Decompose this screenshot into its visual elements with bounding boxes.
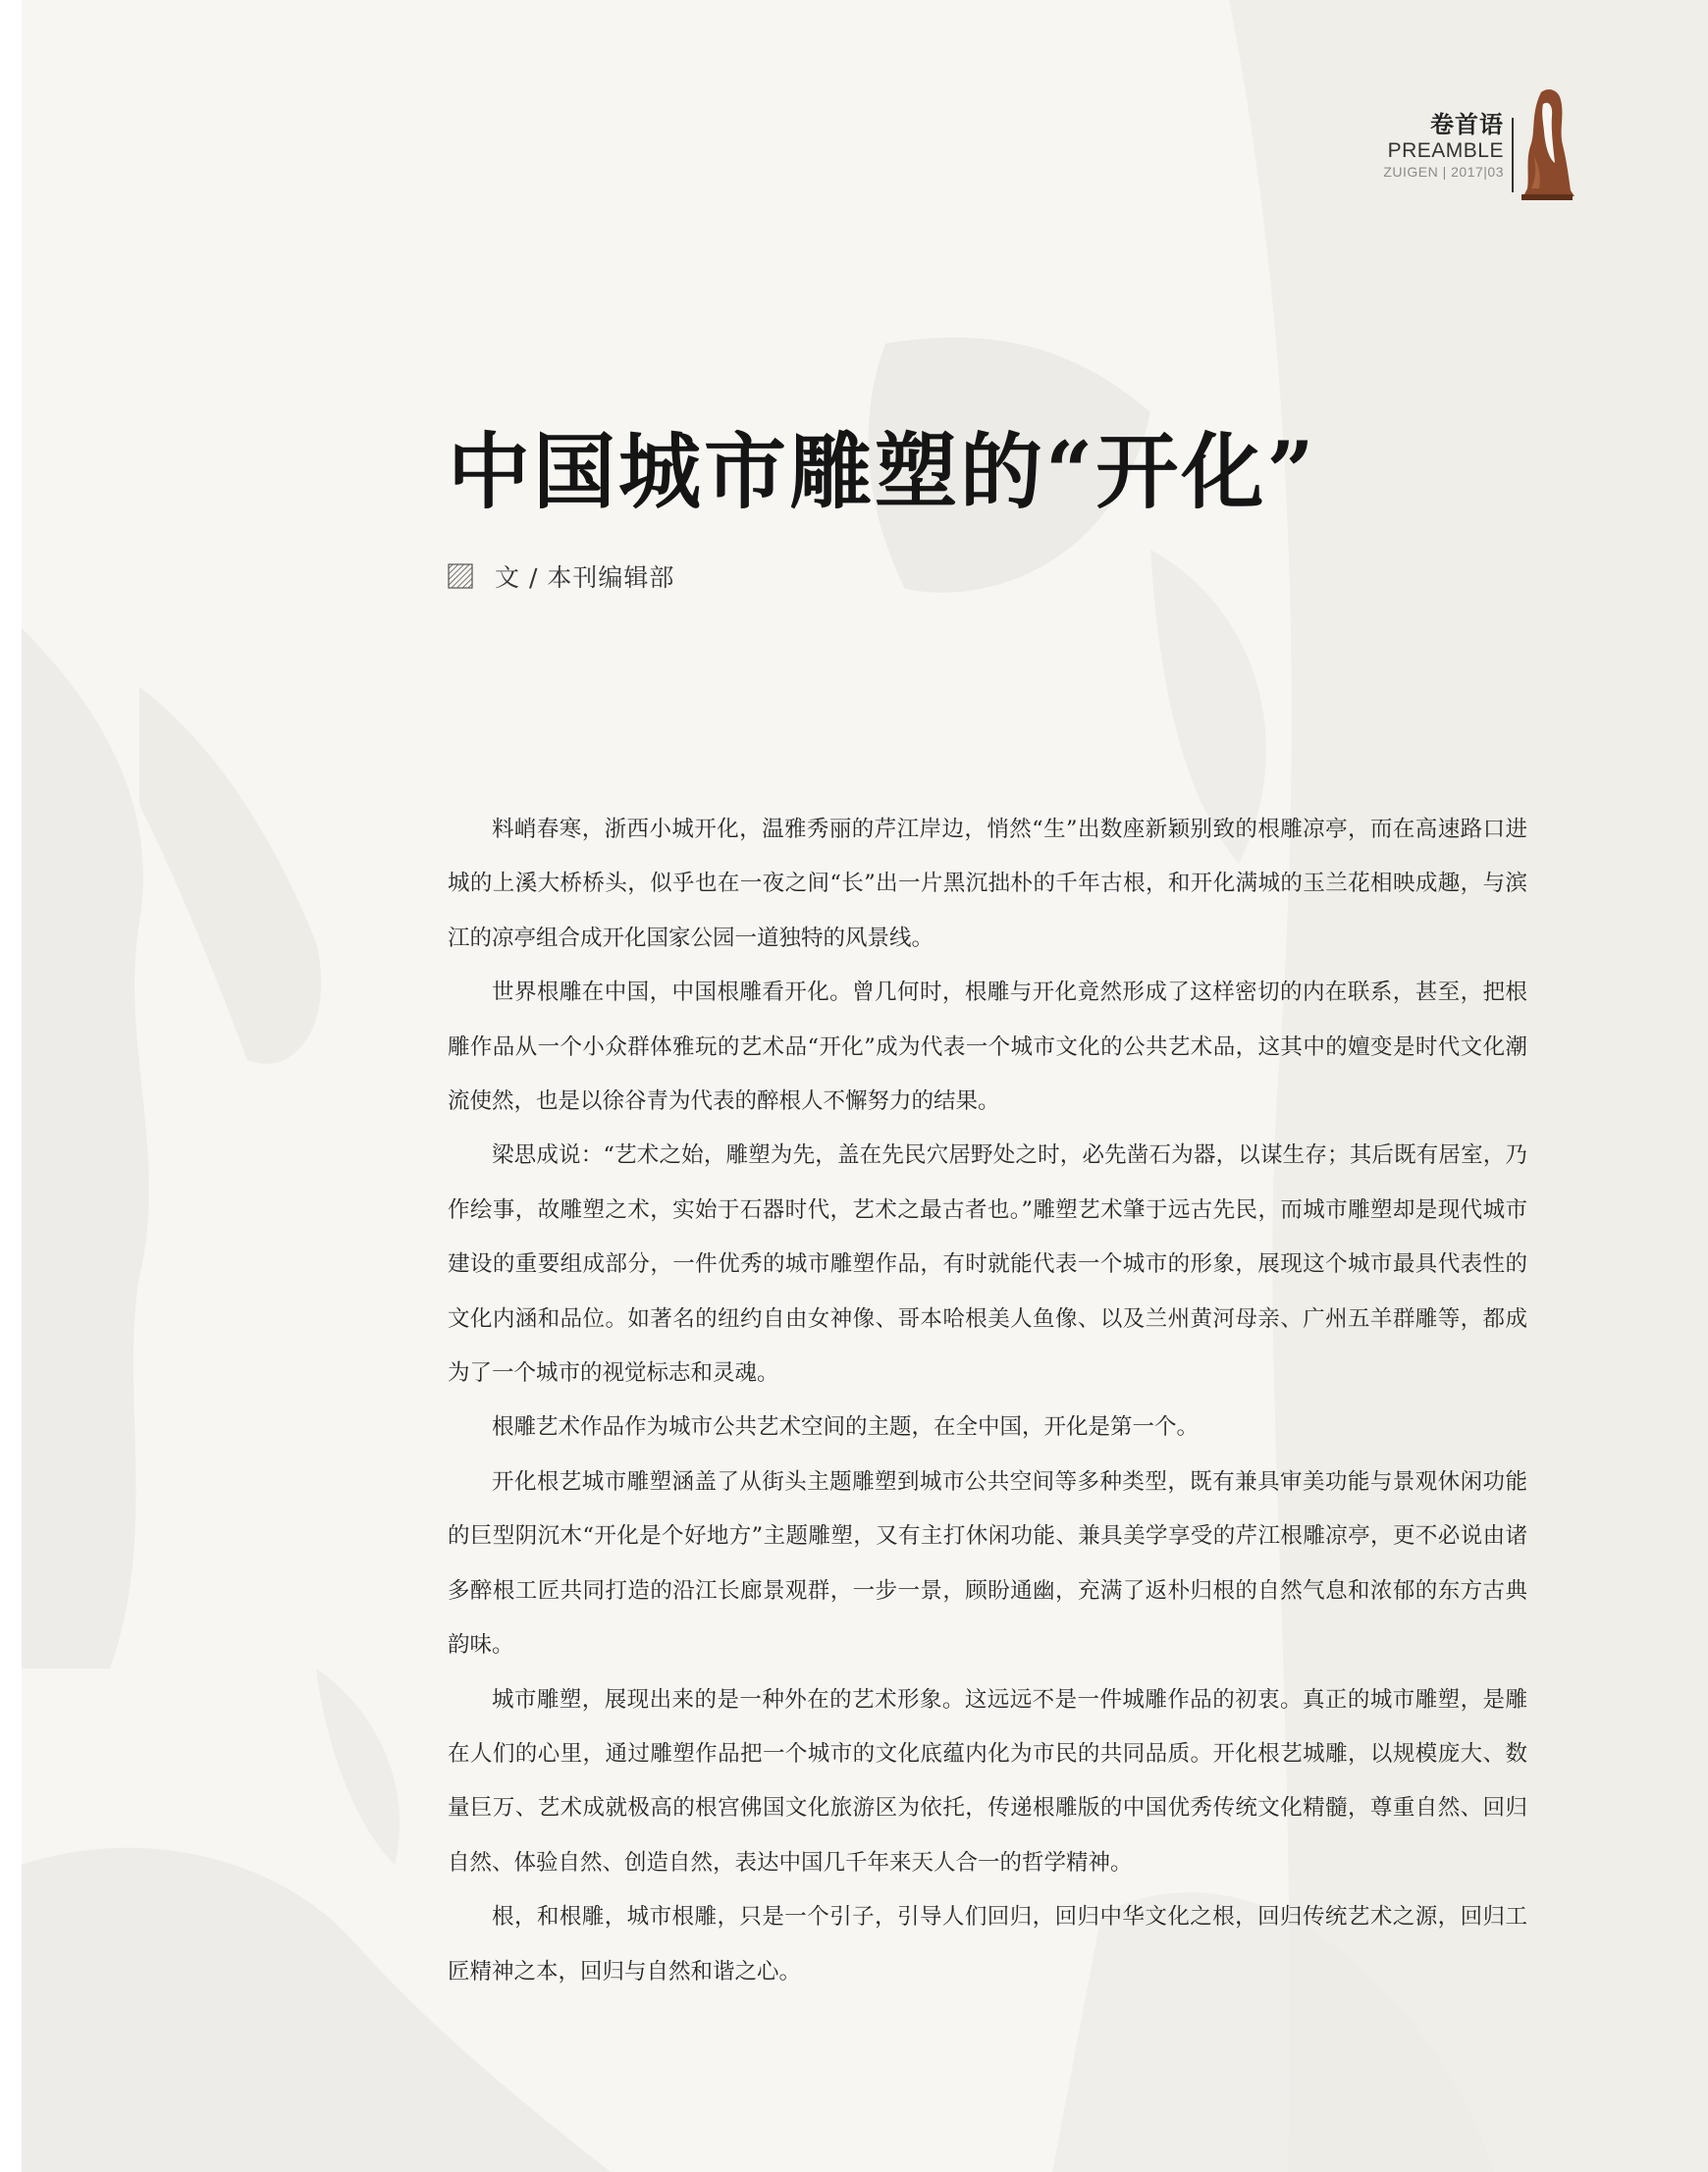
article-body: [448, 803, 1527, 1999]
section-title-english: PREAMBLE: [1387, 139, 1504, 162]
section-title-chinese: 卷首语: [1430, 111, 1504, 138]
section-label-group: [1383, 110, 1504, 181]
hatched-square-icon: [448, 563, 473, 589]
byline-text: 文 / 本刊编辑部: [495, 563, 675, 592]
paragraph: 世界根雕在中国，中国根雕看开化。曾几何时，根雕与开化竟然形成了这样密切的内在联系，甚至，把根雕作品从一个小众群体雅玩的艺术品“开化”成为代表一个城市文化的公共艺术品，这其中的嬗变是时代文化潮流使然，也是以徐谷青为代表的醉根人不懈努力的结果。: [448, 980, 1527, 1115]
paragraph: 根雕艺术作品作为城市公共艺术空间的主题，在全中国，开化是第一个。: [492, 1414, 1200, 1441]
magazine-page: [22, 0, 1708, 2172]
header-divider: [1512, 118, 1514, 192]
paragraph: 梁思成说：“艺术之始，雕塑为先，盖在先民穴居野处之时，必先凿石为器，以谋生存；其后既有居室，乃作绘事，故雕塑之术，实始于石器时代，艺术之最古者也。”雕塑艺术肇于远古先民，而城市雕塑却是现代城市建设的重要组成部分，一件优秀的城市雕塑作品，有时就能代表一个城市的形象，展现这个城市最具代表性的文化内涵和品位。如著名的纽约自由女神像、哥本哈根美人鱼像、以及兰州黄河母亲、广州五羊群雕等，都成为了一个城市的视觉标志和灵魂。: [448, 1142, 1527, 1387]
paragraph: 城市雕塑，展现出来的是一种外在的艺术形象。这远远不是一件城雕作品的初衷。真正的城市雕塑，是雕在人们的心里，通过雕塑作品把一个城市的文化底蕴内化为市民的共同品质。开化根艺城雕，以规模庞大、数量巨万、艺术成就极高的根宫佛国文化旅游区为依托，传递根雕版的中国优秀传统文化精髓，尊重自然、回归自然、体验自然、创造自然，表达中国几千年来天人合一的哲学精神。: [448, 1686, 1527, 1876]
article-title: 中国城市雕塑的“开化”: [448, 423, 1317, 520]
issue-label: ZUIGEN | 2017|03: [1383, 164, 1504, 180]
section-header: [1339, 110, 1575, 198]
byline: [448, 561, 674, 591]
paragraph: 根，和根雕，城市根雕，只是一个引子，引导人们回归，回归中华文化之根，回归传统艺术之源，回归工匠精神之本，回归与自然和谐之心。: [448, 1904, 1527, 1985]
paragraph: 料峭春寒，浙西小城开化，温雅秀丽的芹江岸边，悄然“生”出数座新颖别致的根雕凉亭，而在高速路口进城的上溪大桥桥头，似乎也在一夜之间“长”出一片黑沉拙朴的千年古根，和开化满城的玉兰花相映成趣，与滨江的凉亭组合成开化国家公园一道独特的风景线。: [448, 817, 1527, 951]
root-sculpture-icon: [1520, 86, 1575, 202]
paragraph: 开化根艺城市雕塑涵盖了从街头主题雕塑到城市公共空间等多种类型，既有兼具审美功能与景观休闲功能的巨型阴沉木“开化是个好地方”主题雕塑，又有主打休闲功能、兼具美学享受的芹江根雕凉亭，更不必说由诸多醉根工匠共同打造的沿江长廊景观群，一步一景，顾盼通幽，充满了返朴归根的自然气息和浓郁的东方古典韵味。: [448, 1468, 1527, 1659]
